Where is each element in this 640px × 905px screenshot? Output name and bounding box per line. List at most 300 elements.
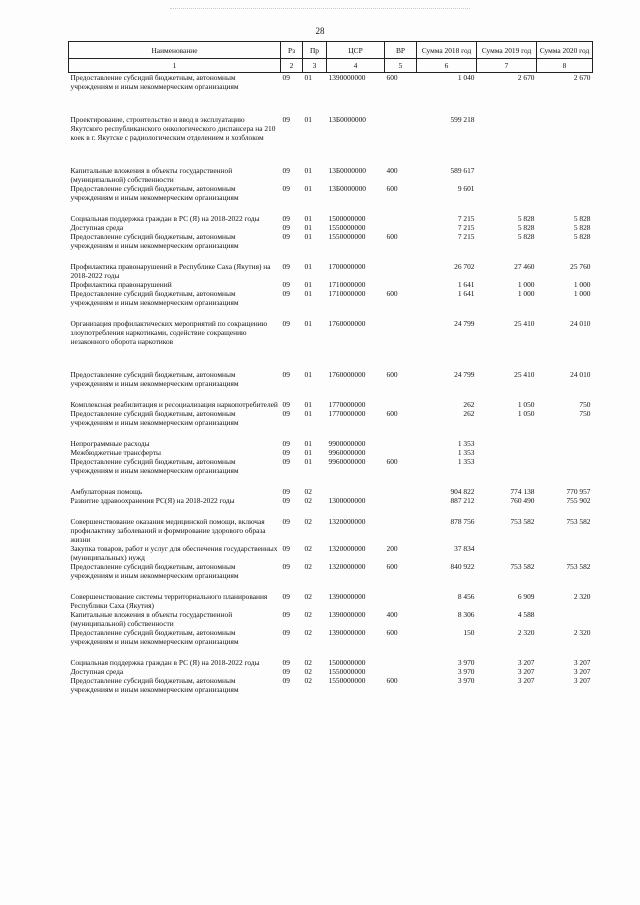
row-vr-cell (385, 448, 417, 457)
column-number: 6 (417, 59, 477, 73)
row-csr-cell: 1300000000 (328, 496, 366, 505)
row-sum-2019-cell: 5 828 (517, 223, 535, 232)
row-name-cell: Социальная поддержка граждан в РС (Я) на 2018-2022 годы (70, 214, 260, 223)
row-sum-2020-cell: 750 (579, 409, 591, 418)
row-pr-cell: 01 (304, 115, 312, 124)
row-sum-2019-cell (477, 448, 537, 457)
row-name-cell: Профилактика правонарушений (70, 280, 172, 289)
row-rz-cell: 09 (282, 166, 290, 175)
row-name-cell: Предоставление субсидий бюджетным, автономным учреждениям и иным некоммерческим организациям (70, 628, 239, 646)
row-pr-cell: 01 (304, 448, 312, 457)
row-spacer-cell (69, 580, 593, 592)
row-pr-cell: 01 (304, 214, 312, 223)
table-row (69, 592, 593, 610)
row-sum-2020-cell: 1 000 (573, 280, 591, 289)
row-vr-cell: 600 (386, 628, 398, 637)
row-sum-2018-cell: 1 353 (457, 439, 475, 448)
row-name-cell: Комплексная реабилитация и ресоциализация наркопотребителей (70, 400, 278, 409)
row-name-cell: Предоставление субсидий бюджетным, автономным учреждениям и иным некоммерческим организациям (70, 232, 239, 250)
row-rz-cell: 09 (282, 457, 290, 466)
row-name-cell: Доступная среда (70, 223, 124, 232)
row-sum-2019-cell: 25 410 (514, 319, 535, 328)
table-row (69, 496, 593, 505)
row-sum-2019-cell (477, 457, 537, 475)
row-sum-2020-cell: 750 (579, 400, 591, 409)
row-vr-cell (385, 439, 417, 448)
row-sum-2019-cell (477, 115, 537, 142)
row-sum-2020-cell (537, 439, 593, 448)
row-spacer-cell (69, 505, 593, 517)
row-sum-2020-cell: 2 320 (573, 592, 591, 601)
row-pr-cell: 02 (304, 658, 312, 667)
row-sum-2020-cell: 1 000 (573, 289, 591, 298)
row-sum-2018-cell: 840 922 (450, 562, 475, 571)
row-sum-2019-cell: 1 000 (517, 280, 535, 289)
row-csr-cell: 1390000000 (328, 628, 366, 637)
row-csr-cell: 1390000000 (328, 592, 366, 601)
header-pr: Пр (303, 42, 327, 59)
row-spacer-cell (69, 427, 593, 439)
row-pr-cell: 01 (304, 166, 312, 175)
row-sum-2018-cell: 7 215 (457, 214, 475, 223)
scan-artifact-line (170, 8, 470, 11)
row-pr-cell: 02 (304, 517, 312, 526)
row-name-cell: Предоставление субсидий бюджетным, автономным учреждениям и иным некоммерческим организациям (70, 409, 239, 427)
row-sum-2018-cell: 589 617 (450, 166, 475, 175)
row-sum-2018-cell: 1 353 (457, 457, 475, 466)
table-row (69, 223, 593, 232)
row-vr-cell: 600 (386, 409, 398, 418)
row-spacer (69, 154, 593, 166)
row-vr-cell (385, 262, 417, 280)
header-sum-2019: Сумма 2019 год (477, 42, 537, 59)
row-name-cell: Предоставление субсидий бюджетным, автономным учреждениям и иным некоммерческим организациям (70, 457, 239, 475)
row-spacer-cell (69, 346, 593, 358)
row-spacer (69, 358, 593, 370)
row-pr-cell: 02 (304, 610, 312, 619)
row-rz-cell: 09 (282, 400, 290, 409)
row-spacer (69, 91, 593, 103)
row-sum-2019-cell (477, 439, 537, 448)
row-vr-cell (385, 517, 417, 544)
column-number: 4 (327, 59, 385, 73)
table-row (69, 370, 593, 388)
table-row (69, 610, 593, 628)
row-name-cell: Непрограммные расходы (70, 439, 150, 448)
row-sum-2019-cell (477, 544, 537, 562)
row-csr-cell: 13Б0000000 (328, 166, 367, 175)
row-vr-cell (385, 592, 417, 610)
row-sum-2020-cell: 24 010 (570, 319, 591, 328)
row-sum-2019-cell (477, 166, 537, 184)
row-spacer (69, 580, 593, 592)
row-csr-cell: 9900000000 (328, 439, 366, 448)
row-sum-2020-cell: 5 828 (573, 214, 591, 223)
row-pr-cell: 01 (304, 400, 312, 409)
row-sum-2019-cell: 4 588 (517, 610, 535, 619)
row-pr-cell: 01 (304, 223, 312, 232)
row-vr-cell: 600 (386, 562, 398, 571)
row-sum-2020-cell: 3 207 (573, 667, 591, 676)
row-rz-cell: 09 (282, 496, 290, 505)
row-rz-cell: 09 (282, 448, 290, 457)
row-name-cell: Доступная среда (70, 667, 124, 676)
table-row (69, 676, 593, 694)
row-sum-2020-cell: 755 902 (566, 496, 591, 505)
header-sum-2020: Сумма 2020 год (537, 42, 593, 59)
row-sum-2020-cell: 5 828 (573, 232, 591, 241)
row-sum-2019-cell: 753 582 (510, 562, 535, 571)
column-number-row (69, 59, 593, 73)
table-row (69, 517, 593, 544)
row-sum-2020-cell: 3 207 (573, 658, 591, 667)
row-pr-cell: 01 (304, 439, 312, 448)
row-spacer (69, 427, 593, 439)
row-rz-cell: 09 (282, 667, 290, 676)
row-spacer-cell (69, 103, 593, 115)
table-row (69, 439, 593, 448)
row-sum-2019-cell: 760 490 (510, 496, 535, 505)
row-name-cell: Совершенствование системы территориального планирования Республики Саха (Якутия) (70, 592, 268, 610)
row-pr-cell: 02 (304, 667, 312, 676)
row-sum-2018-cell: 3 970 (457, 658, 475, 667)
row-rz-cell: 09 (282, 409, 290, 418)
row-vr-cell: 600 (386, 370, 398, 379)
row-sum-2018-cell: 878 756 (450, 517, 475, 526)
row-sum-2018-cell: 7 215 (457, 223, 475, 232)
table-row (69, 184, 593, 202)
row-rz-cell: 09 (282, 262, 290, 271)
row-rz-cell: 09 (282, 544, 290, 553)
row-name-cell: Проектирование, строительство и ввод в эксплуатацию Якутского республиканского онкологического диспансера на 210 коек в г. Якутске с радиологическим отделением и хозблоком (70, 115, 276, 142)
row-name-cell: Предоставление субсидий бюджетным, автономным учреждениям и иным некоммерческим организациям (70, 370, 239, 388)
row-sum-2018-cell: 887 212 (450, 496, 475, 505)
row-name-cell: Развитие здравоохранения РС(Я) на 2018-2022 годы (70, 496, 235, 505)
row-name-cell: Капитальные вложения в объекты государственной (муниципальной) собственности (70, 166, 233, 184)
row-sum-2019-cell: 3 207 (517, 676, 535, 685)
row-spacer (69, 388, 593, 400)
row-csr-cell: 1320000000 (328, 562, 366, 571)
row-spacer-cell (69, 154, 593, 166)
row-vr-cell: 400 (386, 610, 398, 619)
row-csr-cell: 1760000000 (328, 319, 366, 328)
row-sum-2020-cell (537, 448, 593, 457)
row-sum-2019-cell: 6 909 (517, 592, 535, 601)
row-sum-2018-cell: 599 218 (450, 115, 475, 124)
row-sum-2018-cell: 8 306 (457, 610, 475, 619)
row-sum-2019-cell: 5 828 (517, 232, 535, 241)
row-rz-cell: 09 (282, 115, 290, 124)
row-vr-cell (385, 115, 417, 142)
row-sum-2019-cell: 27 460 (514, 262, 535, 271)
row-csr-cell: 1320000000 (328, 517, 366, 526)
row-name-cell: Совершенствование оказания медицинской помощи, включая профилактику заболеваний и формирование здорового образа жизни (70, 517, 266, 544)
row-csr-cell: 1770000000 (328, 409, 366, 418)
table-row (69, 166, 593, 184)
row-csr-cell: 9960000000 (328, 448, 366, 457)
row-name-cell: Предоставление субсидий бюджетным, автономным учреждениям и иным некоммерческим организациям (70, 73, 239, 91)
row-rz-cell: 09 (282, 487, 290, 496)
table-row (69, 73, 593, 92)
row-csr-cell: 1550000000 (328, 667, 366, 676)
row-name-cell: Предоставление субсидий бюджетным, автономным учреждениям и иным некоммерческим организациям (70, 184, 239, 202)
row-vr-cell (385, 319, 417, 346)
header-vr: ВР (385, 42, 417, 59)
table-row (69, 280, 593, 289)
row-sum-2018-cell: 3 970 (457, 676, 475, 685)
row-rz-cell: 09 (282, 73, 290, 82)
row-sum-2019-cell: 3 207 (517, 667, 535, 676)
row-sum-2020-cell: 24 010 (570, 370, 591, 379)
row-csr-cell: 1500000000 (328, 214, 366, 223)
row-pr-cell: 02 (304, 562, 312, 571)
row-vr-cell: 600 (386, 73, 398, 82)
row-sum-2018-cell: 1 040 (457, 73, 475, 82)
row-rz-cell: 09 (282, 439, 290, 448)
row-csr-cell: 1710000000 (328, 289, 366, 298)
row-sum-2018-cell: 7 215 (457, 232, 475, 241)
row-sum-2020-cell: 3 207 (573, 676, 591, 685)
table-row (69, 448, 593, 457)
row-csr-cell: 1770000000 (328, 400, 366, 409)
row-vr-cell (385, 667, 417, 676)
row-pr-cell: 02 (304, 676, 312, 685)
row-sum-2018-cell: 3 970 (457, 667, 475, 676)
row-spacer (69, 505, 593, 517)
page-number: 28 (315, 26, 325, 36)
row-pr-cell: 01 (304, 280, 312, 289)
table-row (69, 487, 593, 496)
row-pr-cell: 01 (304, 73, 312, 82)
row-sum-2018-cell: 262 (463, 409, 475, 418)
row-rz-cell: 09 (282, 610, 290, 619)
row-vr-cell: 200 (386, 544, 398, 553)
row-rz-cell: 09 (282, 628, 290, 637)
header-name: Наименование (69, 42, 281, 59)
header-row (69, 42, 593, 59)
row-csr-cell: 1550000000 (328, 676, 366, 685)
column-number: 1 (69, 59, 281, 73)
row-rz-cell: 09 (282, 370, 290, 379)
row-vr-cell: 600 (386, 676, 398, 685)
row-sum-2019-cell: 5 828 (517, 214, 535, 223)
row-spacer-cell (69, 388, 593, 400)
row-sum-2019-cell: 753 582 (510, 517, 535, 526)
row-vr-cell: 600 (386, 184, 398, 193)
row-name-cell: Амбулаторная помощь (70, 487, 143, 496)
row-sum-2018-cell: 262 (463, 400, 475, 409)
row-sum-2018-cell: 24 799 (454, 319, 475, 328)
row-vr-cell: 600 (386, 457, 398, 466)
row-spacer (69, 646, 593, 658)
row-csr-cell (327, 487, 385, 496)
row-vr-cell: 400 (386, 166, 398, 175)
row-sum-2019-cell: 1 050 (517, 400, 535, 409)
row-rz-cell: 09 (282, 214, 290, 223)
row-sum-2020-cell: 2 320 (573, 628, 591, 637)
row-rz-cell: 09 (282, 319, 290, 328)
row-sum-2020-cell: 753 582 (566, 517, 591, 526)
row-pr-cell: 02 (304, 496, 312, 505)
row-sum-2020-cell (537, 115, 593, 142)
row-vr-cell (385, 400, 417, 409)
row-sum-2020-cell (537, 166, 593, 184)
row-rz-cell: 09 (282, 562, 290, 571)
row-pr-cell: 01 (304, 289, 312, 298)
row-pr-cell: 02 (304, 592, 312, 601)
table-row (69, 457, 593, 475)
row-rz-cell: 09 (282, 289, 290, 298)
row-name-cell: Организация профилактических мероприятий по сокращению злоупотребления наркотиками, содействие сокращению незаконного оборота наркотиков (70, 319, 268, 346)
table-row (69, 214, 593, 223)
row-sum-2018-cell: 1 641 (457, 289, 475, 298)
row-sum-2020-cell (537, 610, 593, 628)
row-sum-2019-cell: 774 138 (510, 487, 535, 496)
row-rz-cell: 09 (282, 592, 290, 601)
row-spacer-cell (69, 91, 593, 103)
row-sum-2019-cell (477, 184, 537, 202)
table-body (69, 73, 593, 695)
row-pr-cell: 01 (304, 184, 312, 193)
row-pr-cell: 01 (304, 457, 312, 466)
row-sum-2019-cell: 1 050 (517, 409, 535, 418)
row-name-cell: Предоставление субсидий бюджетным, автономным учреждениям и иным некоммерческим организациям (70, 289, 239, 307)
row-pr-cell: 01 (304, 232, 312, 241)
row-sum-2018-cell: 9 601 (457, 184, 475, 193)
table-row (69, 400, 593, 409)
row-pr-cell: 01 (304, 319, 312, 328)
column-number: 8 (537, 59, 593, 73)
table-row (69, 628, 593, 646)
row-sum-2019-cell: 25 410 (514, 370, 535, 379)
row-sum-2019-cell: 1 000 (517, 289, 535, 298)
row-csr-cell: 13Б0000000 (328, 184, 367, 193)
row-vr-cell (385, 658, 417, 667)
row-sum-2019-cell: 3 207 (517, 658, 535, 667)
column-number: 2 (281, 59, 303, 73)
row-name-cell: Межбюджетные трансферты (70, 448, 161, 457)
row-sum-2020-cell: 753 582 (566, 562, 591, 571)
row-name-cell: Капитальные вложения в объекты государственной (муниципальной) собственности (70, 610, 233, 628)
row-vr-cell (385, 223, 417, 232)
row-spacer (69, 475, 593, 487)
header-rz: Рз (281, 42, 303, 59)
row-vr-cell (385, 214, 417, 223)
row-rz-cell: 09 (282, 517, 290, 526)
row-spacer-cell (69, 142, 593, 154)
row-spacer (69, 202, 593, 214)
row-sum-2020-cell: 5 828 (573, 223, 591, 232)
row-spacer-cell (69, 646, 593, 658)
row-rz-cell: 09 (282, 280, 290, 289)
row-spacer-cell (69, 358, 593, 370)
header-sum-2018: Сумма 2018 год (417, 42, 477, 59)
row-sum-2020-cell (537, 544, 593, 562)
row-pr-cell: 02 (304, 487, 312, 496)
row-sum-2018-cell: 8 456 (457, 592, 475, 601)
row-csr-cell: 1550000000 (328, 223, 366, 232)
row-pr-cell: 02 (304, 628, 312, 637)
row-sum-2018-cell: 1 641 (457, 280, 475, 289)
row-rz-cell: 09 (282, 184, 290, 193)
table-row (69, 658, 593, 667)
row-sum-2020-cell: 2 670 (573, 73, 591, 82)
row-vr-cell: 600 (386, 232, 398, 241)
row-sum-2018-cell: 904 822 (450, 487, 475, 496)
row-sum-2020-cell: 25 760 (570, 262, 591, 271)
row-spacer-cell (69, 250, 593, 262)
row-csr-cell: 1390000000 (328, 610, 366, 619)
row-name-cell: Предоставление субсидий бюджетным, автономным учреждениям и иным некоммерческим организациям (70, 676, 239, 694)
row-spacer (69, 307, 593, 319)
row-csr-cell: 1710000000 (328, 280, 366, 289)
row-vr-cell (385, 280, 417, 289)
row-sum-2020-cell: 770 957 (566, 487, 591, 496)
table-row (69, 319, 593, 346)
row-rz-cell: 09 (282, 676, 290, 685)
row-csr-cell: 13Б0000000 (328, 115, 367, 124)
row-csr-cell: 1760000000 (328, 370, 366, 379)
row-spacer-cell (69, 307, 593, 319)
row-csr-cell: 9960000000 (328, 457, 366, 466)
row-spacer (69, 250, 593, 262)
row-name-cell: Социальная поддержка граждан в РС (Я) на 2018-2022 годы (70, 658, 260, 667)
column-number: 7 (477, 59, 537, 73)
row-name-cell: Предоставление субсидий бюджетным, автономным учреждениям и иным некоммерческим организациям (70, 562, 239, 580)
row-pr-cell: 01 (304, 262, 312, 271)
row-spacer (69, 142, 593, 154)
table-row (69, 289, 593, 307)
row-name-cell: Профилактика правонарушений в Республике Саха (Якутия) на 2018-2022 годы (70, 262, 271, 280)
header-csr: ЦСР (327, 42, 385, 59)
row-spacer (69, 346, 593, 358)
row-spacer-cell (69, 202, 593, 214)
row-name-cell: Закупка товаров, работ и услуг для обеспечения государственных (муниципальных) нужд (70, 544, 278, 562)
row-csr-cell: 1500000000 (328, 658, 366, 667)
row-sum-2018-cell: 37 834 (454, 544, 475, 553)
row-sum-2019-cell: 2 320 (517, 628, 535, 637)
row-csr-cell: 1700000000 (328, 262, 366, 271)
row-rz-cell: 09 (282, 658, 290, 667)
column-number: 3 (303, 59, 327, 73)
table-row (69, 544, 593, 562)
row-rz-cell: 09 (282, 223, 290, 232)
table-row (69, 115, 593, 142)
row-sum-2018-cell: 1 353 (457, 448, 475, 457)
row-spacer-cell (69, 475, 593, 487)
table-row (69, 562, 593, 580)
row-vr-cell: 600 (386, 289, 398, 298)
row-csr-cell: 1390000000 (328, 73, 366, 82)
row-pr-cell: 02 (304, 544, 312, 553)
row-vr-cell (385, 487, 417, 496)
row-pr-cell: 01 (304, 409, 312, 418)
column-number: 5 (385, 59, 417, 73)
row-sum-2019-cell: 2 670 (517, 73, 535, 82)
row-sum-2018-cell: 24 799 (454, 370, 475, 379)
row-sum-2018-cell: 26 702 (454, 262, 475, 271)
row-sum-2020-cell (537, 184, 593, 202)
row-vr-cell (385, 496, 417, 505)
table-row (69, 667, 593, 676)
row-sum-2018-cell: 150 (463, 628, 475, 637)
row-pr-cell: 01 (304, 370, 312, 379)
budget-table (68, 41, 593, 694)
row-csr-cell: 1320000000 (328, 544, 366, 553)
table-row (69, 409, 593, 427)
table-row (69, 262, 593, 280)
row-rz-cell: 09 (282, 232, 290, 241)
